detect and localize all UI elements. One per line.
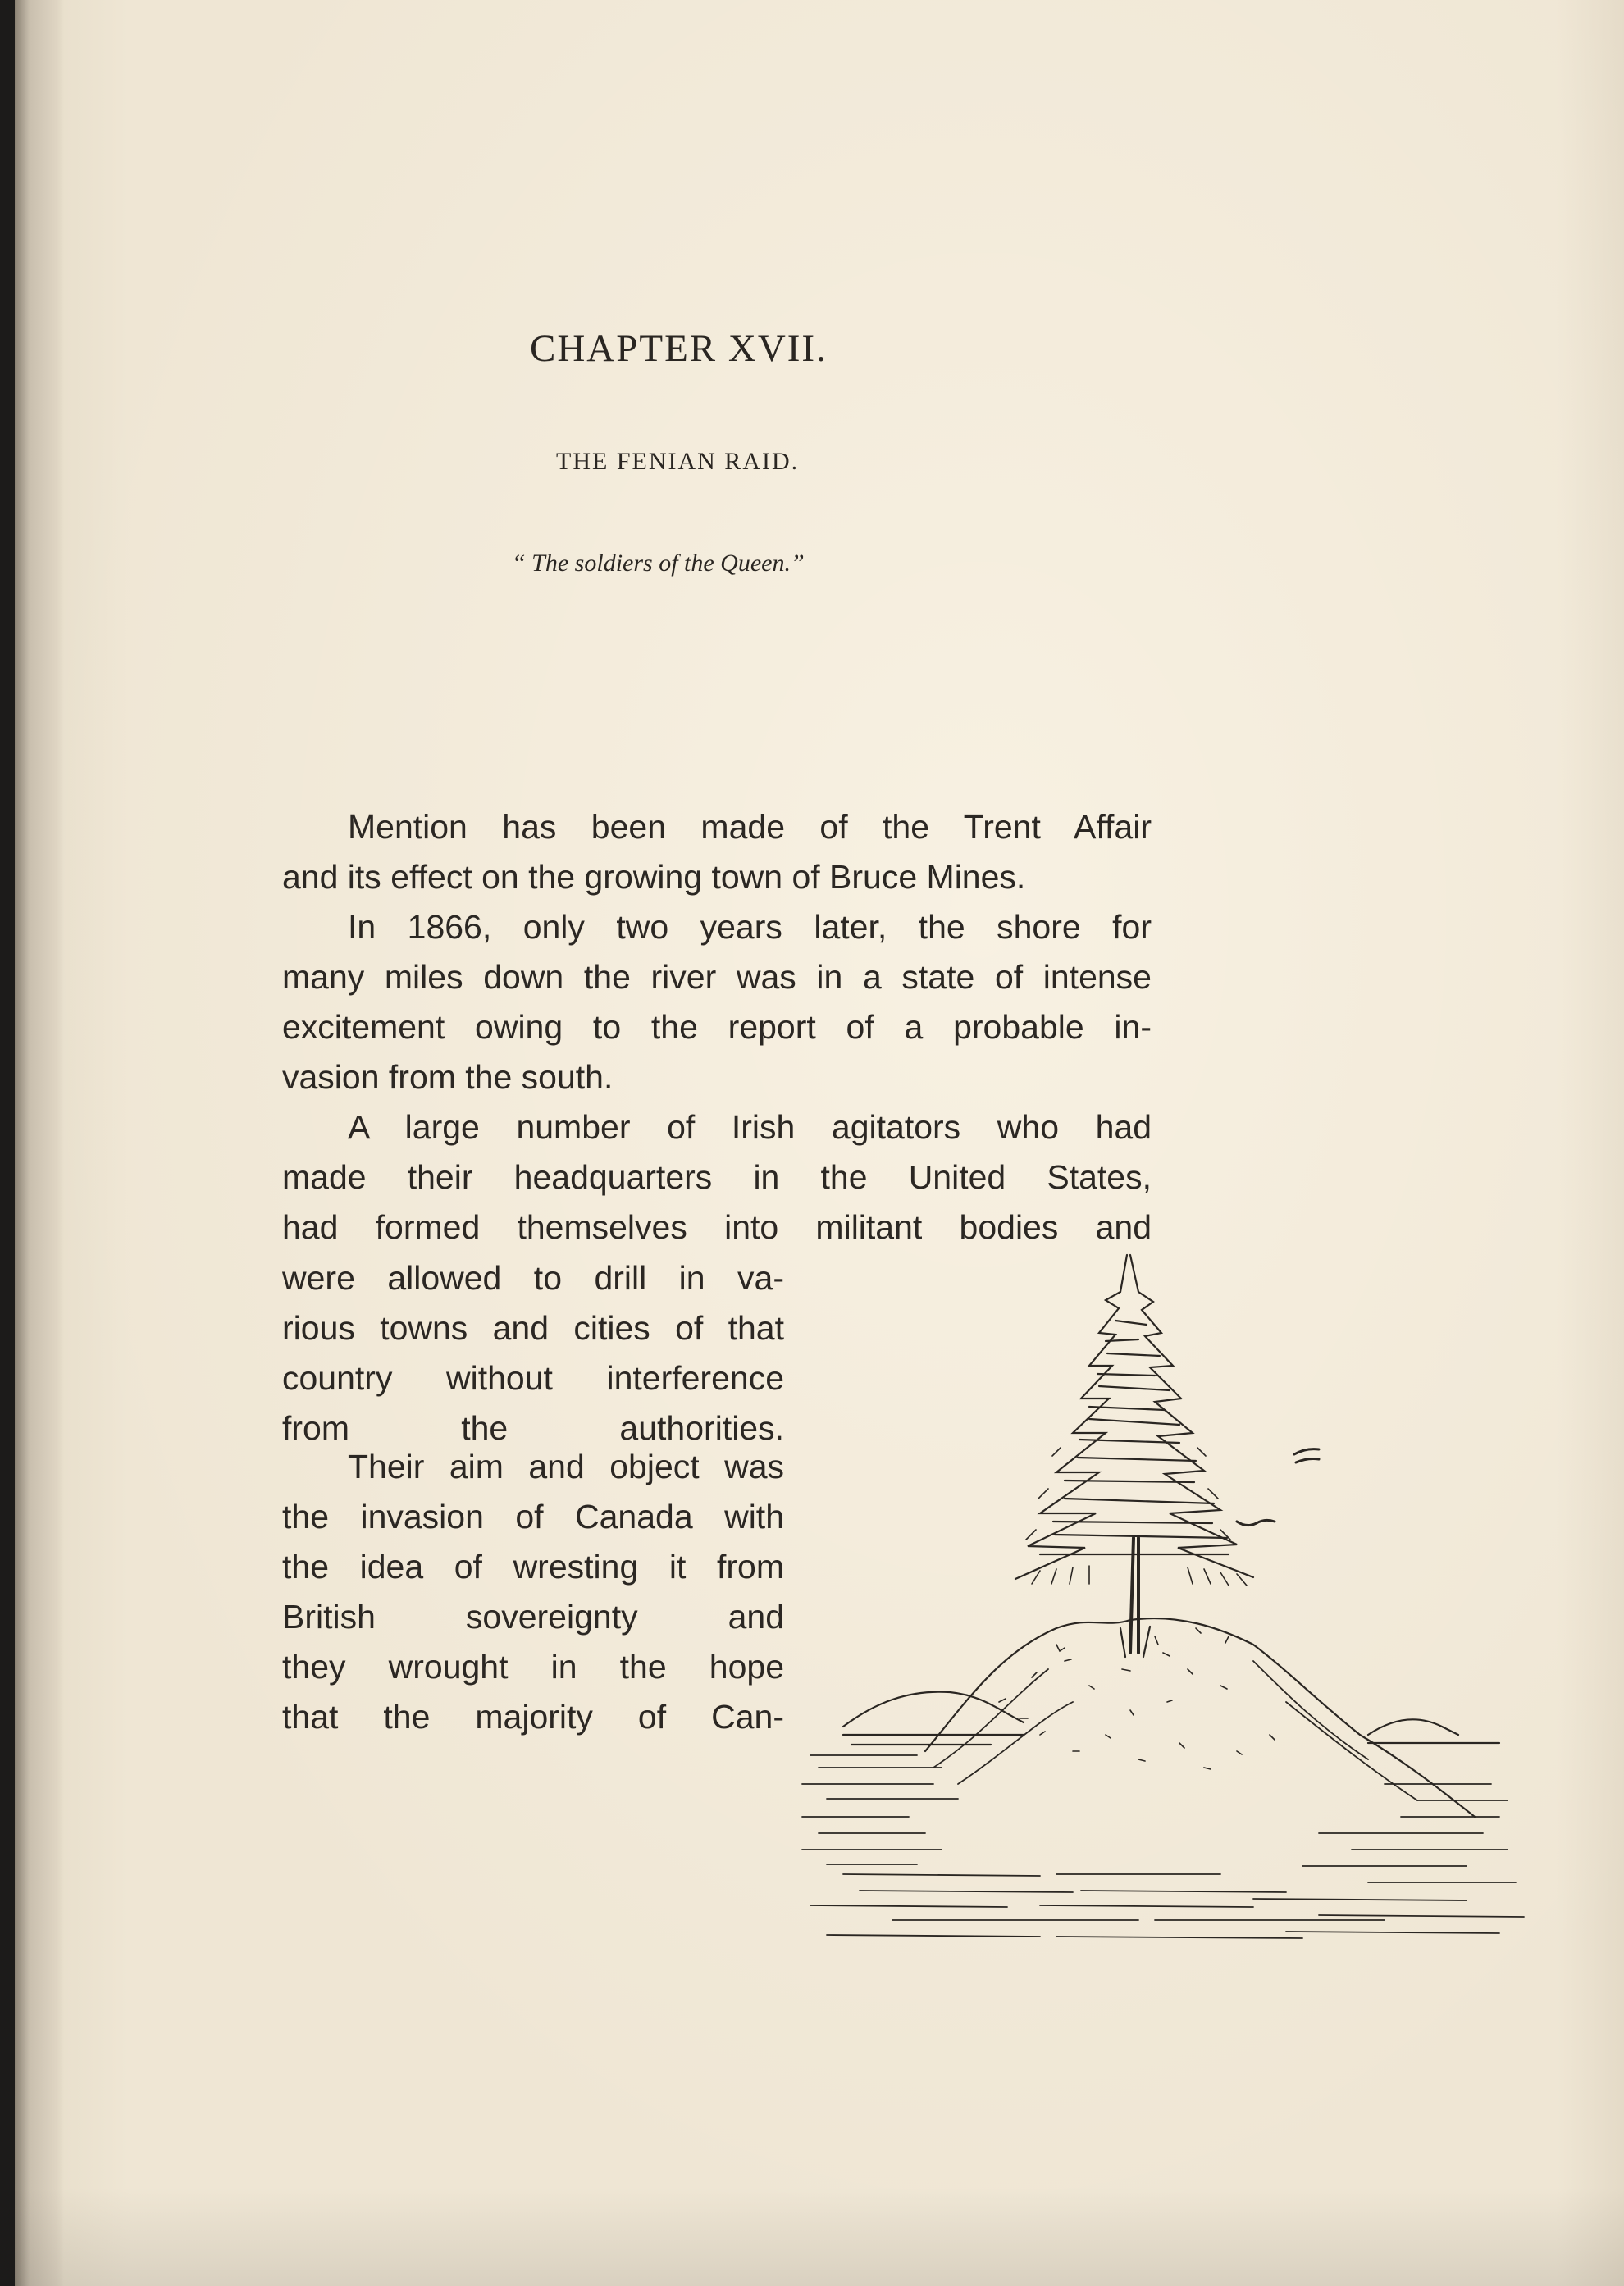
pine-tree-island-engraving-icon [794, 1243, 1532, 1964]
text-line: the idea of wresting it from [282, 1548, 784, 1586]
paragraph-2 [282, 902, 1152, 1102]
paragraph-5 [282, 1442, 784, 1742]
text-line: British sovereignty and [282, 1598, 784, 1636]
text-line: the invasion of Canada with [282, 1498, 784, 1535]
text-line: country without interference [282, 1359, 784, 1397]
text-line: Mention has been made of the Trent Affair [348, 808, 1152, 846]
page-bottom-shadow [15, 2188, 1624, 2286]
text-line: made their headquarters in the United States, [282, 1158, 1152, 1196]
section-title: THE FENIAN RAID. [556, 448, 800, 475]
text-line: vasion from the south. [282, 1058, 614, 1096]
text-line: rious towns and cities of that [282, 1309, 784, 1347]
paragraph-3 [282, 1102, 1152, 1253]
paragraph-1 [282, 802, 1152, 902]
paragraph-4 [282, 1253, 784, 1453]
epigraph: “ The soldiers of the Queen.” [512, 550, 805, 577]
text-line: A large number of Irish agitators who had [348, 1108, 1152, 1146]
page-gutter [15, 0, 64, 2286]
text-line: many miles down the river was in a state of intense [282, 958, 1152, 996]
text-line: they wrought in the hope [282, 1648, 784, 1686]
text-line: In 1866, only two years later, the shore for [348, 908, 1152, 946]
chapter-title: CHAPTER XVII. [530, 327, 828, 370]
text-line: and its effect on the growing town of Bruce Mines. [282, 858, 1026, 896]
book-page [15, 0, 1624, 2286]
text-line: Their aim and object was [348, 1448, 784, 1485]
text-line: that the majority of Can- [282, 1698, 784, 1736]
text-line: from the authorities. [282, 1409, 784, 1447]
text-line: had formed themselves into militant bodies and [282, 1208, 1152, 1246]
text-line: excitement owing to the report of a probable in- [282, 1008, 1152, 1046]
text-line: were allowed to drill in va- [282, 1259, 784, 1297]
